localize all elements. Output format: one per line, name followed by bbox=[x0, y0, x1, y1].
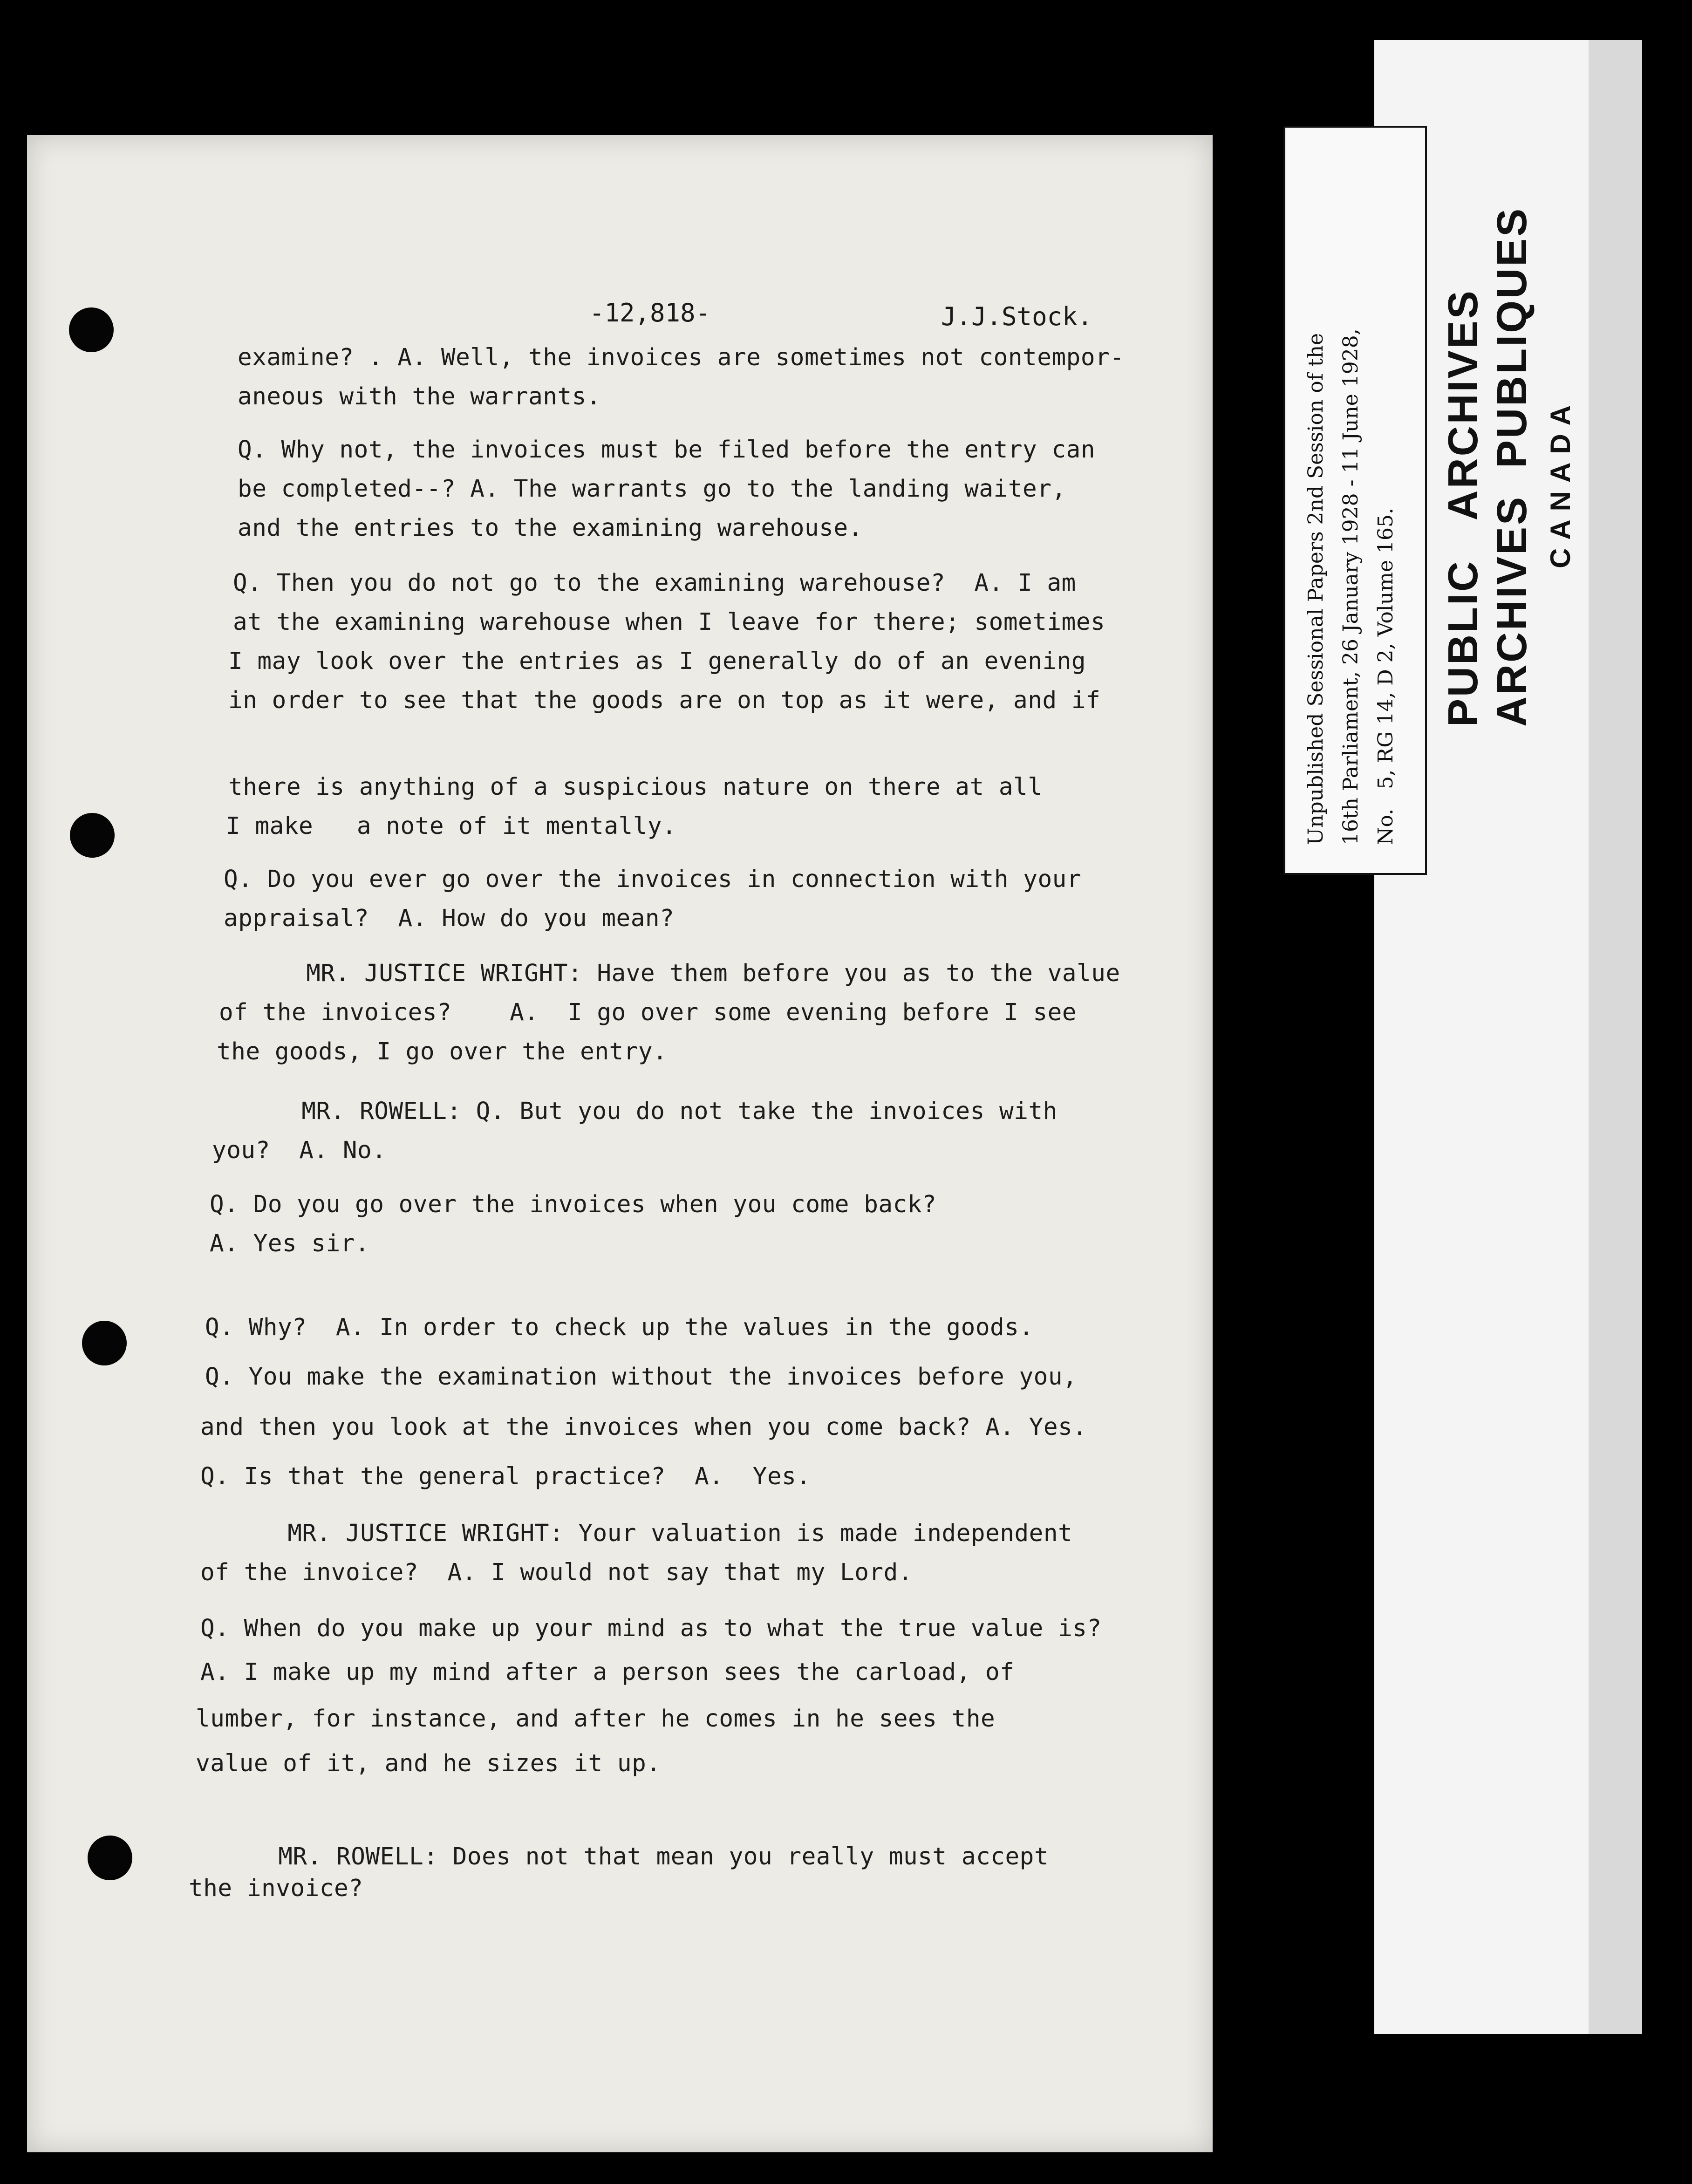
transcript-line: I may look over the entries as I generally do of an evening bbox=[228, 648, 1086, 675]
transcript-line: Q. Why? A. In order to check up the values in the goods. bbox=[205, 1314, 1034, 1341]
transcript-line: be completed--? A. The warrants go to the landing waiter, bbox=[238, 475, 1066, 503]
page-number: -12,818- bbox=[589, 298, 711, 328]
transcript-line: Q. You make the examination without the invoices before you, bbox=[205, 1363, 1078, 1391]
citation-line: No. 5, RG 14, D 2, Volume 165. bbox=[1374, 508, 1398, 845]
archives-title-en: PUBLIC ARCHIVES bbox=[1440, 289, 1487, 727]
transcript-line: of the invoices? A. I go over some evening before I see bbox=[219, 999, 1077, 1026]
transcript-line: Q. Is that the general practice? A. Yes. bbox=[200, 1463, 811, 1490]
archives-country: CANADA bbox=[1545, 397, 1576, 568]
archives-title-fr: ARCHIVES PUBLIQUES bbox=[1489, 206, 1535, 727]
citation-line: Unpublished Sessional Papers 2nd Session of the bbox=[1304, 333, 1328, 845]
transcript-line: at the examining warehouse when I leave for there; sometimes bbox=[233, 608, 1105, 636]
transcript-line: and then you look at the invoices when you come back? A. Yes. bbox=[200, 1413, 1087, 1441]
citation-label bbox=[1283, 126, 1427, 875]
transcript-line: of the invoice? A. I would not say that my Lord. bbox=[200, 1559, 913, 1586]
transcript-line: examine? . A. Well, the invoices are sometimes not contempor- bbox=[238, 344, 1125, 371]
transcript-line: Q. Do you ever go over the invoices in connection with your bbox=[224, 866, 1082, 893]
transcript-line: Q. Then you do not go to the examining warehouse? A. I am bbox=[233, 569, 1076, 597]
transcript-line: lumber, for instance, and after he comes in he sees the bbox=[196, 1705, 996, 1733]
transcript-line: value of it, and he sizes it up. bbox=[196, 1750, 661, 1777]
transcript-line: I make a note of it mentally. bbox=[226, 812, 677, 840]
transcript-line: MR. JUSTICE WRIGHT: Have them before you as to the value bbox=[219, 960, 1120, 987]
transcript-line: there is anything of a suspicious nature on there at all bbox=[228, 773, 1043, 801]
transcript-line: aneous with the warrants. bbox=[238, 383, 601, 410]
transcript-line: you? A. No. bbox=[212, 1137, 387, 1164]
transcript-line: and the entries to the examining warehouse. bbox=[238, 514, 863, 542]
transcript-line: Q. Do you go over the invoices when you come back? bbox=[210, 1191, 937, 1218]
transcript-line: A. Yes sir. bbox=[210, 1230, 370, 1257]
witness-name: J.J.Stock. bbox=[941, 302, 1093, 331]
transcript-line: MR. ROWELL: Q. But you do not take the invoices with bbox=[214, 1098, 1058, 1125]
transcript-line: appraisal? A. How do you mean? bbox=[224, 905, 675, 932]
transcript-line: MR. ROWELL: Does not that mean you really must accept bbox=[191, 1843, 1049, 1870]
transcript-line: MR. JUSTICE WRIGHT: Your valuation is made independent bbox=[200, 1520, 1073, 1547]
citation-line: 16th Parliament, 26 January 1928 - 11 June 1928, bbox=[1339, 328, 1363, 845]
archives-stamp bbox=[1440, 112, 1603, 811]
transcript-line: Q. Why not, the invoices must be filed before the entry can bbox=[238, 436, 1096, 464]
transcript-line: in order to see that the goods are on top as it were, and if bbox=[228, 687, 1101, 714]
transcript-line: Q. When do you make up your mind as to what the true value is? bbox=[200, 1615, 1102, 1642]
transcript-line: A. I make up my mind after a person sees the carload, of bbox=[200, 1658, 1015, 1686]
transcript-line: the invoice? bbox=[189, 1875, 363, 1902]
transcript-line: the goods, I go over the entry. bbox=[217, 1038, 668, 1065]
